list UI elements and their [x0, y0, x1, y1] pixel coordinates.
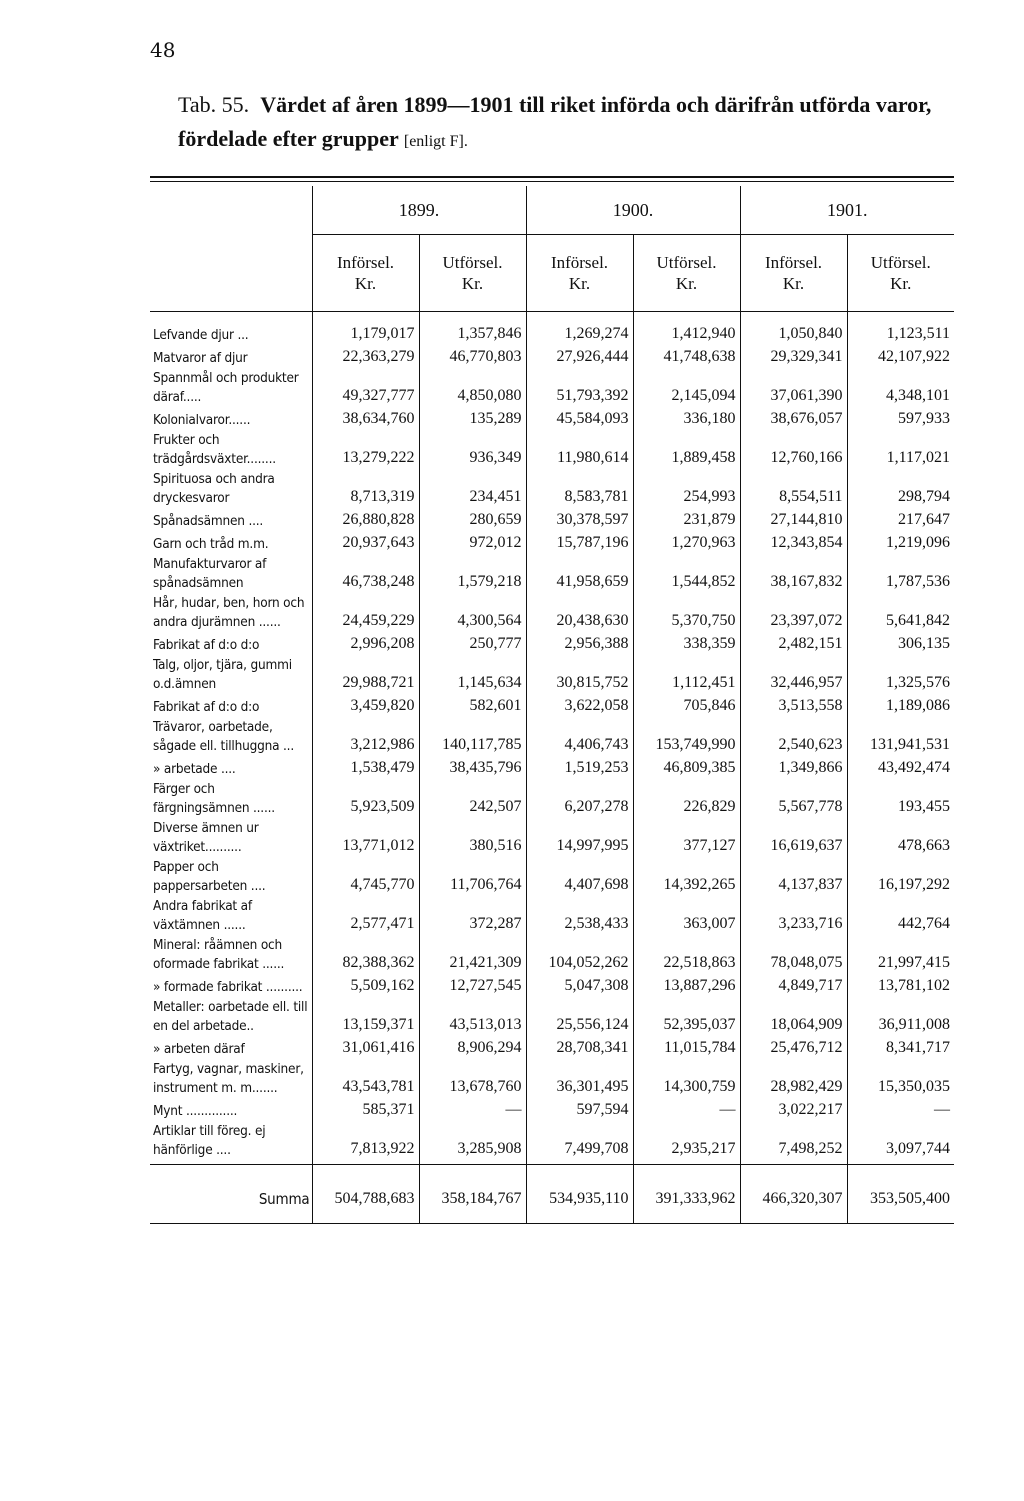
value-cell: 42,107,922: [878, 348, 950, 365]
table-row: [150, 975, 954, 998]
top-rule-thin: [150, 181, 954, 182]
value-cell: 380,516: [419, 819, 526, 858]
value-cell: 1,357,846: [419, 323, 526, 346]
value-cell: 13,159,371: [312, 998, 419, 1037]
value-cell: 51,793,392: [526, 369, 633, 408]
value-cell: 24,459,229: [312, 594, 419, 633]
table-row: [150, 633, 954, 656]
value-cell: 242,507: [419, 780, 526, 819]
value-cell: 8,341,717: [886, 1039, 950, 1056]
value-cell: 1,579,218: [419, 555, 526, 594]
value-cell: 8,906,294: [419, 1037, 526, 1060]
value-cell: 936,349: [419, 431, 526, 470]
table-row: [150, 858, 954, 897]
row-label: Spånadsämnen ....: [150, 509, 312, 532]
page-number: 48: [150, 38, 176, 62]
value-cell: 4,300,564: [419, 594, 526, 633]
table-row: [150, 346, 954, 369]
value-cell: 193,455: [898, 798, 950, 815]
value-cell: 1,050,840: [740, 323, 847, 346]
summa-value: 353,505,400: [847, 1176, 954, 1224]
summa-value: 358,184,767: [419, 1176, 526, 1224]
summa-label: Summa: [150, 1176, 312, 1224]
row-label: Hår, hudar, ben, horn och andra djurämnen ......: [150, 594, 312, 633]
value-cell: 5,370,750: [633, 594, 740, 633]
value-cell: 1,145,634: [419, 656, 526, 695]
table-row: [150, 369, 954, 408]
spacer-row: [150, 312, 954, 324]
row-label: Mynt ..............: [150, 1099, 312, 1122]
value-cell: 972,012: [419, 532, 526, 555]
table-row: [150, 532, 954, 555]
row-label: Kolonialvaror......: [150, 408, 312, 431]
value-cell: 46,809,385: [633, 757, 740, 780]
column-header: Utförsel. Kr.: [633, 235, 740, 312]
year-header: 1901.: [740, 186, 954, 235]
summa-value: 466,320,307: [740, 1176, 847, 1224]
value-cell: 2,935,217: [633, 1122, 740, 1165]
value-cell: 11,706,764: [419, 858, 526, 897]
value-cell: 1,189,086: [886, 697, 950, 714]
row-label: Spirituosa och andra dryckesvaror: [150, 470, 312, 509]
value-cell: 4,137,837: [740, 858, 847, 897]
table-row: [150, 431, 954, 470]
value-cell: 22,518,863: [633, 936, 740, 975]
value-cell: 377,127: [633, 819, 740, 858]
value-cell: 338,359: [633, 633, 740, 656]
value-cell: 234,451: [419, 470, 526, 509]
table-row: [150, 656, 954, 695]
table-row: [150, 819, 954, 858]
value-cell: 1,269,274: [526, 323, 633, 346]
table-row: [150, 1037, 954, 1060]
value-cell: 5,047,308: [526, 975, 633, 998]
row-label: Trävaror, oarbetade, sågade ell. tillhuggna ...: [150, 718, 312, 757]
column-header: Utförsel. Kr.: [847, 235, 954, 312]
row-label: Spannmål och produkter däraf.....: [150, 369, 312, 408]
value-cell: 7,499,708: [526, 1122, 633, 1165]
value-cell: 31,061,416: [312, 1037, 419, 1060]
value-cell: 3,233,716: [740, 897, 847, 936]
value-cell: 231,879: [633, 509, 740, 532]
value-cell: 14,300,759: [633, 1060, 740, 1099]
value-cell: 43,543,781: [312, 1060, 419, 1099]
value-cell: 1,117,021: [886, 449, 950, 466]
value-cell: 5,567,778: [740, 780, 847, 819]
value-cell: 478,663: [898, 837, 950, 854]
value-cell: 597,933: [898, 410, 950, 427]
value-cell: 1,325,576: [886, 674, 950, 691]
stub-header: [150, 186, 312, 235]
value-cell: 46,738,248: [312, 555, 419, 594]
value-cell: 2,540,623: [740, 718, 847, 757]
value-cell: 14,997,995: [526, 819, 633, 858]
row-label: Matvaror af djur: [150, 346, 312, 369]
row-label: Andra fabrikat af växtämnen ......: [150, 897, 312, 936]
value-cell: 2,996,208: [312, 633, 419, 656]
table-row: [150, 936, 954, 975]
value-cell: 306,135: [898, 635, 950, 652]
value-cell: 41,748,638: [633, 346, 740, 369]
row-label: Fartyg, vagnar, maskiner, instrument m. m.......: [150, 1060, 312, 1099]
value-cell: 250,777: [419, 633, 526, 656]
value-cell: 18,064,909: [740, 998, 847, 1037]
value-cell: 38,676,057: [740, 408, 847, 431]
value-cell: 20,438,630: [526, 594, 633, 633]
value-cell: 2,956,388: [526, 633, 633, 656]
value-cell: 217,647: [898, 511, 950, 528]
table-row: [150, 718, 954, 757]
value-cell: 2,482,151: [740, 633, 847, 656]
value-cell: 43,492,474: [878, 759, 950, 776]
row-label: Garn och tråd m.m.: [150, 532, 312, 555]
table-row: [150, 509, 954, 532]
value-cell: 4,406,743: [526, 718, 633, 757]
value-cell: 20,937,643: [312, 532, 419, 555]
value-cell: 49,327,777: [312, 369, 419, 408]
row-label: Färger och färgningsämnen ......: [150, 780, 312, 819]
value-cell: 15,787,196: [526, 532, 633, 555]
value-cell: 3,285,908: [419, 1122, 526, 1165]
value-cell: 3,622,058: [526, 695, 633, 718]
value-cell: 582,601: [419, 695, 526, 718]
value-cell: 78,048,075: [740, 936, 847, 975]
top-rule: [150, 176, 954, 178]
value-cell: 3,212,986: [312, 718, 419, 757]
value-cell: 131,941,531: [870, 736, 950, 753]
value-cell: 38,167,832: [740, 555, 847, 594]
value-cell: 1,112,451: [633, 656, 740, 695]
value-cell: 1,270,963: [633, 532, 740, 555]
row-label: Fabrikat af d:o d:o: [150, 633, 312, 656]
value-cell: 52,395,037: [633, 998, 740, 1037]
row-label: Artiklar till föreg. ej hänförlige ....: [150, 1122, 312, 1165]
row-label: Papper och pappersarbeten ....: [150, 858, 312, 897]
value-cell: 442,764: [898, 915, 950, 932]
value-cell: 3,459,820: [312, 695, 419, 718]
value-cell: 36,911,008: [878, 1016, 950, 1033]
value-cell: 26,880,828: [312, 509, 419, 532]
value-cell: 16,619,637: [740, 819, 847, 858]
table-row: [150, 323, 954, 346]
column-header: Utförsel. Kr.: [419, 235, 526, 312]
table-row: [150, 470, 954, 509]
value-cell: 27,926,444: [526, 346, 633, 369]
value-cell: 1,219,096: [886, 534, 950, 551]
value-cell: 7,498,252: [740, 1122, 847, 1165]
value-cell: 21,421,309: [419, 936, 526, 975]
value-cell: 1,889,458: [633, 431, 740, 470]
year-header: 1899.: [312, 186, 526, 235]
value-cell: 28,708,341: [526, 1037, 633, 1060]
summa-value: 534,935,110: [526, 1176, 633, 1224]
value-cell: 1,349,866: [740, 757, 847, 780]
value-cell: 585,371: [312, 1099, 419, 1122]
row-label: » arbetade ....: [150, 757, 312, 780]
table-body: [150, 312, 954, 1224]
year-header: 1900.: [526, 186, 740, 235]
value-cell: 28,982,429: [740, 1060, 847, 1099]
value-cell: 4,849,717: [740, 975, 847, 998]
value-cell: 104,052,262: [526, 936, 633, 975]
value-cell: 11,980,614: [526, 431, 633, 470]
value-cell: 5,923,509: [312, 780, 419, 819]
value-cell: 38,634,760: [312, 408, 419, 431]
column-header: Införsel. Kr.: [526, 235, 633, 312]
table-row: [150, 594, 954, 633]
value-cell: 1,123,511: [886, 325, 950, 342]
stub-header: [150, 235, 312, 312]
value-cell: 5,509,162: [312, 975, 419, 998]
table-row: [150, 1099, 954, 1122]
table-number: Tab. 55.: [178, 92, 250, 117]
value-cell: 21,997,415: [878, 954, 950, 971]
value-cell: 11,015,784: [633, 1037, 740, 1060]
column-header: Införsel. Kr.: [312, 235, 419, 312]
value-cell: 372,287: [419, 897, 526, 936]
summa-row: [150, 1176, 954, 1224]
value-cell: 36,301,495: [526, 1060, 633, 1099]
value-cell: 25,556,124: [526, 998, 633, 1037]
value-cell: 6,207,278: [526, 780, 633, 819]
value-cell: 1,412,940: [633, 323, 740, 346]
value-cell: 12,760,166: [740, 431, 847, 470]
table-row: [150, 780, 954, 819]
value-cell: 13,279,222: [312, 431, 419, 470]
value-cell: 4,348,101: [886, 387, 950, 404]
spacer-row: [150, 1165, 954, 1177]
value-cell: 1,179,017: [312, 323, 419, 346]
value-cell: 1,544,852: [633, 555, 740, 594]
value-cell: 29,988,721: [312, 656, 419, 695]
value-cell: 363,007: [633, 897, 740, 936]
value-cell: 135,289: [419, 408, 526, 431]
value-cell: 8,713,319: [312, 470, 419, 509]
statistics-table: [150, 186, 954, 1224]
value-cell: 22,363,279: [312, 346, 419, 369]
value-cell: 14,392,265: [633, 858, 740, 897]
value-cell: 140,117,785: [419, 718, 526, 757]
row-label: Frukter och trädgårdsväxter........: [150, 431, 312, 470]
summa-value: 391,333,962: [633, 1176, 740, 1224]
value-cell: 705,846: [633, 695, 740, 718]
value-cell: 23,397,072: [740, 594, 847, 633]
value-cell: 30,815,752: [526, 656, 633, 695]
value-cell: 13,678,760: [419, 1060, 526, 1099]
value-cell: 254,993: [633, 470, 740, 509]
value-cell: 1,538,479: [312, 757, 419, 780]
value-cell: 2,538,433: [526, 897, 633, 936]
row-label: Talg, oljor, tjära, gummi o.d.ämnen: [150, 656, 312, 695]
summa-value: 504,788,683: [312, 1176, 419, 1224]
value-cell: —: [419, 1099, 526, 1122]
value-cell: 8,583,781: [526, 470, 633, 509]
value-cell: 13,887,296: [633, 975, 740, 998]
row-label: Lefvande djur ...: [150, 323, 312, 346]
value-cell: 38,435,796: [419, 757, 526, 780]
value-cell: 3,022,217: [740, 1099, 847, 1122]
table-title: [178, 88, 968, 159]
row-label: Diverse ämnen ur växtriket..........: [150, 819, 312, 858]
value-cell: 3,513,558: [740, 695, 847, 718]
value-cell: 45,584,093: [526, 408, 633, 431]
table-row: [150, 1122, 954, 1165]
row-label: Metaller: oarbetade ell. till en del arbetade..: [150, 998, 312, 1037]
value-cell: 2,577,471: [312, 897, 419, 936]
value-cell: 13,771,012: [312, 819, 419, 858]
value-cell: 4,407,698: [526, 858, 633, 897]
row-label: Manufakturvaror af spånadsämnen: [150, 555, 312, 594]
value-cell: 41,958,659: [526, 555, 633, 594]
value-cell: 298,794: [898, 488, 950, 505]
value-cell: 7,813,922: [312, 1122, 419, 1165]
table-row: [150, 555, 954, 594]
value-cell: 336,180: [633, 408, 740, 431]
row-label: Mineral: råämnen och oformade fabrikat ......: [150, 936, 312, 975]
value-cell: 8,554,511: [740, 470, 847, 509]
value-cell: 30,378,597: [526, 509, 633, 532]
row-label: Fabrikat af d:o d:o: [150, 695, 312, 718]
value-cell: 597,594: [526, 1099, 633, 1122]
value-cell: 2,145,094: [633, 369, 740, 408]
value-cell: 4,850,080: [419, 369, 526, 408]
source-note: [enligt F].: [403, 133, 468, 150]
value-cell: 3,097,744: [847, 1122, 954, 1165]
value-cell: 226,829: [633, 780, 740, 819]
value-cell: 37,061,390: [740, 369, 847, 408]
value-cell: 46,770,803: [419, 346, 526, 369]
table-row: [150, 1060, 954, 1099]
value-cell: 43,513,013: [419, 998, 526, 1037]
row-label: » formade fabrikat ..........: [150, 975, 312, 998]
value-cell: 12,727,545: [419, 975, 526, 998]
value-cell: 27,144,810: [740, 509, 847, 532]
value-cell: 15,350,035: [878, 1078, 950, 1095]
value-cell: —: [633, 1099, 740, 1122]
table-row: [150, 897, 954, 936]
table-row: [150, 757, 954, 780]
value-cell: 280,659: [419, 509, 526, 532]
column-header: Införsel. Kr.: [740, 235, 847, 312]
value-cell: 32,446,957: [740, 656, 847, 695]
value-cell: 29,329,341: [740, 346, 847, 369]
value-cell: 1,787,536: [886, 573, 950, 590]
year-header-row: [150, 186, 954, 235]
table-row: [150, 695, 954, 718]
value-cell: 82,388,362: [312, 936, 419, 975]
value-cell: 25,476,712: [740, 1037, 847, 1060]
column-header-row: [150, 235, 954, 312]
value-cell: —: [934, 1101, 950, 1118]
table-title-text: Värdet af åren 1899—1901 till riket införda och därifrån utförda varor, fördelade efter grupper: [178, 92, 932, 151]
value-cell: 13,781,102: [878, 977, 950, 994]
value-cell: 1,519,253: [526, 757, 633, 780]
value-cell: 5,641,842: [886, 612, 950, 629]
value-cell: 12,343,854: [740, 532, 847, 555]
row-label: » arbeten däraf: [150, 1037, 312, 1060]
value-cell: 4,745,770: [312, 858, 419, 897]
table-row: [150, 998, 954, 1037]
value-cell: 153,749,990: [633, 718, 740, 757]
table-row: [150, 408, 954, 431]
value-cell: 16,197,292: [878, 876, 950, 893]
